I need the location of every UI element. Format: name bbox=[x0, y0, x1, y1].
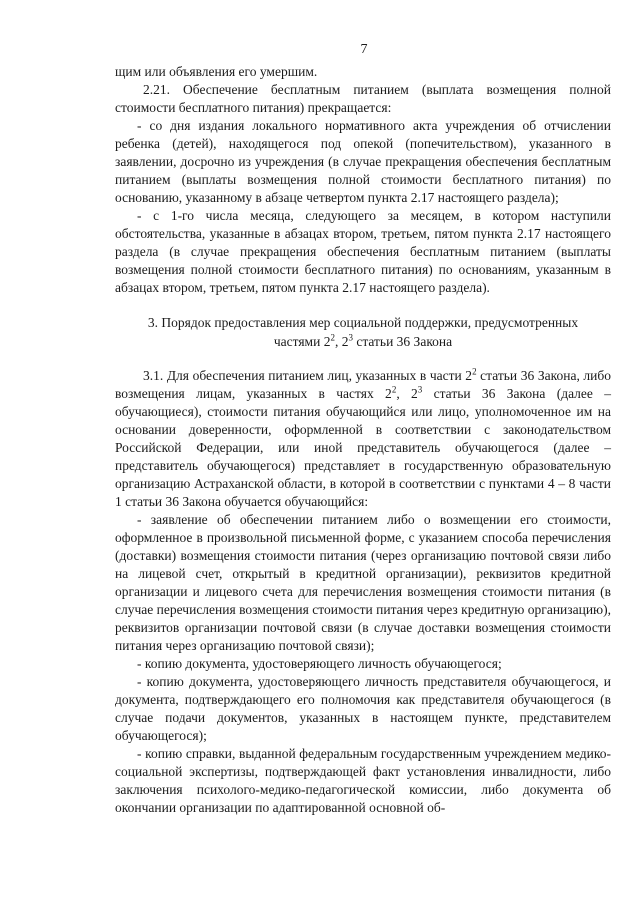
superscript: 2 bbox=[472, 366, 477, 377]
paragraph-2-21: 2.21. Обеспечение бесплатным питанием (выплата возмещения полной стоимости бесплатного питания) прекращается: bbox=[115, 82, 611, 115]
superscript: 2 bbox=[330, 332, 335, 343]
list-item-representative-id: - копию документа, удостоверяющего личность представителя обучающегося, и документа, подтверждающего его полномочия как представителя обучающегося (в случае подачи документов, указанных в настоящем пункте, представителем обучающегося); bbox=[115, 674, 611, 743]
paragraph-3-1 bbox=[115, 367, 611, 511]
section-3-heading-part: статьи 36 Закона bbox=[352, 334, 453, 349]
page-number: 7 bbox=[360, 42, 368, 57]
list-item-termination-1: - со дня издания локального нормативного акта учреждения об отчислении ребенка (детей), находящегося под опекой (попечительством), указанного в заявлении, досрочно из учреждения (в случае прекращения обеспечения бесплатным питанием (выплаты возмещения полной стоимости бесплатного питания) по основанию, указанному в абзаце четвертом пункта 2.17 настоящего раздела); bbox=[115, 118, 611, 205]
paragraph-3-1-part: статьи 36 Закона, либо возмещения лицам, указанных в частях 2 bbox=[115, 368, 611, 401]
list-item-termination-2: - с 1-го числа месяца, следующего за месяцем, в котором наступили обстоятельства, указанные в абзацах втором, третьем, пятом пункта 2.17 настоящего раздела (в случае прекращения обеспечения бесплатным питанием (выплаты возмещения полной стоимости бесплатного питания) по основаниям, указанным в абзацах втором, третьем, пятом пункта 2.17 настоящего раздела). bbox=[115, 208, 611, 295]
section-3-heading-part: 3. Порядок предоставления мер социальной поддержки, предусмотренных частями 2 bbox=[147, 315, 579, 349]
paragraph-3-1-part: статьи 36 Закона (далее – обучающиеся), стоимости питания обучающийся или лицо, уполномоченное им на основании доверенности, оформленной в соответствии с законодательством Российской Федерации, или иной представитель обучающегося (далее – представитель обучающегося) представляет в государственную образовательную организацию Астраханской области, в которой в соответствии с пунктами 4 – 8 части 1 статьи 36 Закона обучается обучающийся: bbox=[115, 386, 611, 509]
list-item-application: - заявление об обеспечении питанием либо о возмещении его стоимости, оформленное в произвольной письменной форме, с указанием способа перечисления (доставки) возмещения стоимости питания (через организацию почтовой связи либо на лицевой счет, открытый в кредитной организации), реквизитов кредитной организации и лицевого счета для перечисления возмещения стоимости питания (в случае перечисления возмещения стоимости питания через кредитную организацию), реквизитов организации почтовой связи (в случае доставки возмещения стоимости питания через организацию почтовой связи); bbox=[115, 512, 611, 653]
paragraph-3-1-part: 3.1. Для обеспечения питанием лиц, указанных в части 2 bbox=[143, 368, 473, 383]
document-body bbox=[115, 63, 611, 817]
superscript: 3 bbox=[417, 384, 423, 395]
superscript: 3 bbox=[348, 332, 353, 343]
section-3-heading-part: , 2 bbox=[334, 334, 349, 349]
list-item-certificate: - копию справки, выданной федеральным государственным учреждением медико-социальной экспертизы, подтверждающей факт установления инвалидности, либо заключения психолого-медико-педагогической комиссии, либо документа об окончании организации по адаптированной основной об- bbox=[115, 746, 611, 815]
section-3-heading bbox=[135, 313, 591, 351]
list-item-id-copy: - копию документа, удостоверяющего личность обучающегося; bbox=[137, 656, 502, 671]
paragraph-3-1-part: , 2 bbox=[396, 386, 418, 401]
superscript: 2 bbox=[391, 384, 397, 395]
paragraph-continuation: щим или объявления его умершим. bbox=[115, 64, 318, 79]
